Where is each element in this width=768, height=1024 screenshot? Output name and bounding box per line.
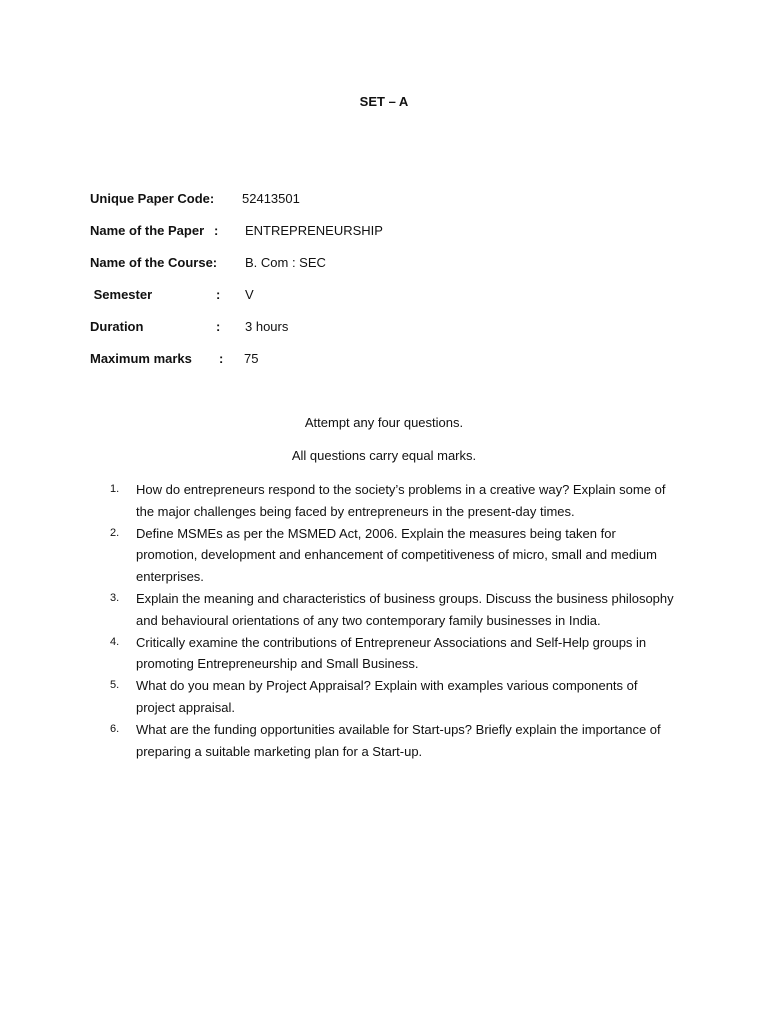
question-text: What do you mean by Project Appraisal? Explain with examples various components of project appraisal. bbox=[136, 678, 638, 715]
set-title: SET – A bbox=[359, 94, 409, 109]
meta-value: 3 hours bbox=[245, 319, 289, 334]
question-item bbox=[110, 588, 680, 632]
meta-colon: : bbox=[216, 287, 221, 302]
question-text: How do entrepreneurs respond to the society’s problems in a creative way? Explain some of the major challenges being faced by entrepreneurs in the present-day times. bbox=[136, 482, 666, 519]
question-text: Critically examine the contributions of Entrepreneur Associations and Self-Help groups in promoting Entrepreneurship and Small Business. bbox=[136, 634, 647, 672]
question-number: 1. bbox=[110, 483, 120, 495]
question-number: 4. bbox=[110, 635, 120, 648]
meta-colon: : bbox=[214, 223, 219, 238]
meta-label: Maximum marks bbox=[90, 351, 192, 366]
meta-value: ENTREPRENEURSHIP bbox=[245, 223, 383, 238]
question-item bbox=[110, 675, 680, 719]
meta-label: Duration bbox=[90, 319, 144, 334]
question-text: What are the funding opportunities available for Start-ups? Briefly explain the importance of preparing a suitable marketing plan for a Start-up. bbox=[136, 721, 661, 759]
question-item bbox=[110, 719, 680, 763]
question-item bbox=[110, 523, 680, 588]
meta-value: V bbox=[245, 287, 254, 302]
meta-label: Name of the Paper bbox=[90, 223, 205, 238]
question-number: 2. bbox=[110, 526, 120, 539]
instruction-attempt: Attempt any four questions. bbox=[304, 415, 464, 430]
meta-label: Semester bbox=[90, 287, 153, 302]
question-item bbox=[110, 479, 680, 523]
meta-colon: : bbox=[216, 319, 221, 334]
meta-label: Unique Paper Code: bbox=[90, 191, 215, 206]
meta-value: B. Com : SEC bbox=[245, 255, 326, 270]
question-number: 3. bbox=[110, 591, 120, 604]
question-text: Explain the meaning and characteristics of business groups. Discuss the business philosophy and behavioural orientations of any two contemporary family businesses in India. bbox=[136, 590, 674, 628]
instruction-equal-marks: All questions carry equal marks. bbox=[291, 448, 477, 463]
question-text: Define MSMEs as per the MSMED Act, 2006. Explain the measures being taken for promotion, development and enhancement of competitiveness of micro, small and medium enterprises. bbox=[136, 525, 657, 585]
meta-label: Name of the Course: bbox=[90, 255, 218, 270]
meta-value: 75 bbox=[244, 351, 259, 366]
question-number: 6. bbox=[110, 722, 120, 735]
question-item bbox=[110, 632, 680, 676]
meta-colon: : bbox=[219, 351, 224, 366]
question-number: 5. bbox=[110, 679, 120, 692]
question-list bbox=[110, 479, 680, 762]
meta-value: 52413501 bbox=[242, 191, 300, 206]
